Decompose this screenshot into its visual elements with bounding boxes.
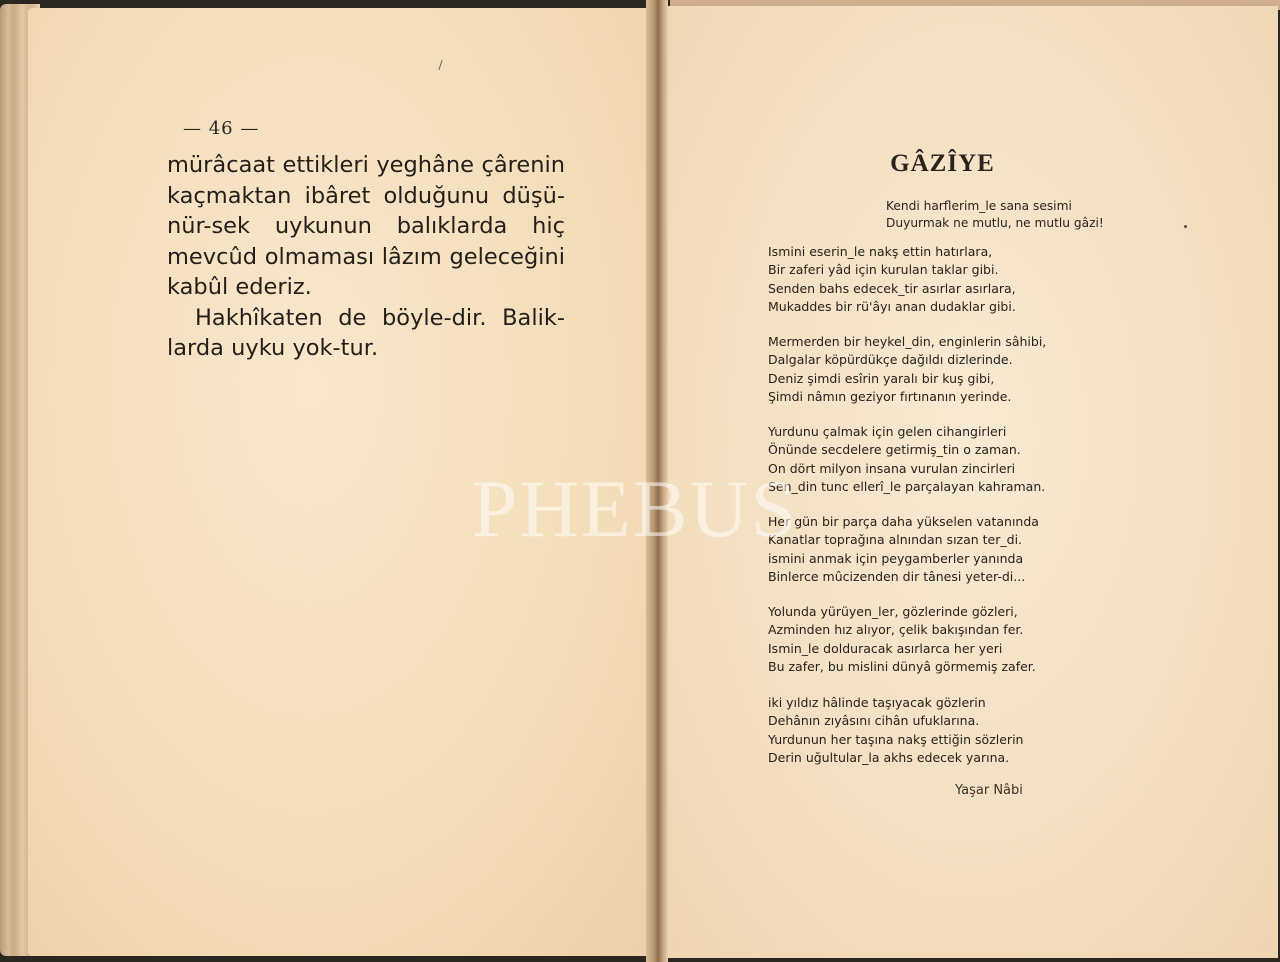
verse-line: Deniz şimdi esîrin yaralı bir kuş gibi, — [768, 370, 995, 386]
verse-line: Önünde secdelere getirmiş_tin o zaman. — [768, 442, 1021, 458]
verse-line: Ismini eserin_le nakş ettin hatırlara, — [768, 244, 993, 259]
prose-line: nür-sek uykunun balıklarda hiç — [167, 213, 565, 239]
prose-line: mevcûd olmaması lâzım geleceğini — [167, 243, 565, 270]
poem-title: GÂZÎYE — [890, 150, 995, 177]
verse-line: Şimdi nâmın geziyor fırtınanın yerinde. — [768, 388, 1012, 404]
poem-stanza — [768, 694, 1023, 767]
poem-stanza — [768, 423, 1045, 496]
prose-line: kaçmaktan ibâret olduğunu düşü- — [167, 182, 565, 209]
verse-line: Senden bahs edecek_tir asırlar asırlara, — [768, 280, 1016, 296]
epigraph-line: Kendi harflerim_le sana sesimi — [886, 199, 1072, 213]
verse-line: Mermerden bir heykel_din, enginlerin sâhibi, — [768, 334, 1047, 349]
verse-line: Kanatlar toprağına alnından sızan ter_di. — [768, 532, 1023, 548]
verse-line: Yolunda yürüyen_ler, gözlerinde gözleri, — [768, 604, 1018, 619]
verse-line: Dalgalar köpürdükçe dağıldı dizlerinde. — [768, 352, 1013, 368]
verse-line: On dört milyon insana vurulan zincirleri — [768, 460, 1016, 476]
verse-line: Sen_din tunc ellerî_le parçalayan kahraman. — [768, 478, 1046, 494]
verse-line: Binlerce mûcizenden dir tânesi yeter-di... — [768, 568, 1026, 584]
prose-line: kabûl ederiz. — [167, 274, 312, 300]
poem-stanza — [768, 243, 1016, 316]
poem-author: Yaşar Nâbi — [955, 783, 1023, 798]
prose-line: larda uyku yok-tur. — [167, 335, 379, 361]
poem-epigraph — [886, 198, 1104, 232]
prose-line: mürâcaat ettikleri yeghâne çârenin — [167, 152, 565, 178]
verse-line: Mukaddes bir rü'âyı anan dudaklar gibi. — [768, 298, 1016, 314]
poem-stanza — [768, 333, 1046, 406]
poem-stanza — [768, 603, 1036, 676]
verse-line: Azminden hız alıyor, çelik bakışından fer. — [768, 622, 1024, 638]
verse-line: Bu zafer, bu mislini dünyâ görmemiş zafer. — [768, 658, 1036, 674]
verse-line: ismini anmak için peygamberler yanında — [768, 550, 1024, 566]
verse-line: Bir zaferi yâd için kurulan taklar gibi. — [768, 262, 999, 278]
verse-line: iki yıldız hâlinde taşıyacak gözlerin — [768, 695, 986, 710]
verse-line: Her gün bir parça daha yükselen vatanında — [768, 514, 1039, 529]
verse-line: Ismin_le dolduracak asırlarca her yeri — [768, 640, 1003, 656]
ink-dot — [1184, 225, 1187, 228]
verse-line: Dehânın zıyâsını cihân ufuklarına. — [768, 713, 980, 729]
prose-line: Hakhîkaten de böyle-dir. Balik- — [195, 304, 565, 331]
poem-stanza — [768, 513, 1039, 586]
left-page-prose — [167, 150, 565, 364]
watermark: PHEBUS — [471, 463, 799, 554]
verse-line: Derin uğultular_la akhs edecek yarına. — [768, 749, 1010, 765]
epigraph-line: Duyurmak ne mutlu, ne mutlu gâzi! — [886, 216, 1104, 230]
page-number: — 46 — — [183, 118, 260, 139]
verse-line: Yurdunu çalmak için gelen cihangirleri — [768, 424, 1007, 439]
verse-line: Yurdunun her taşına nakş ettiğin sözlerin — [768, 731, 1024, 747]
